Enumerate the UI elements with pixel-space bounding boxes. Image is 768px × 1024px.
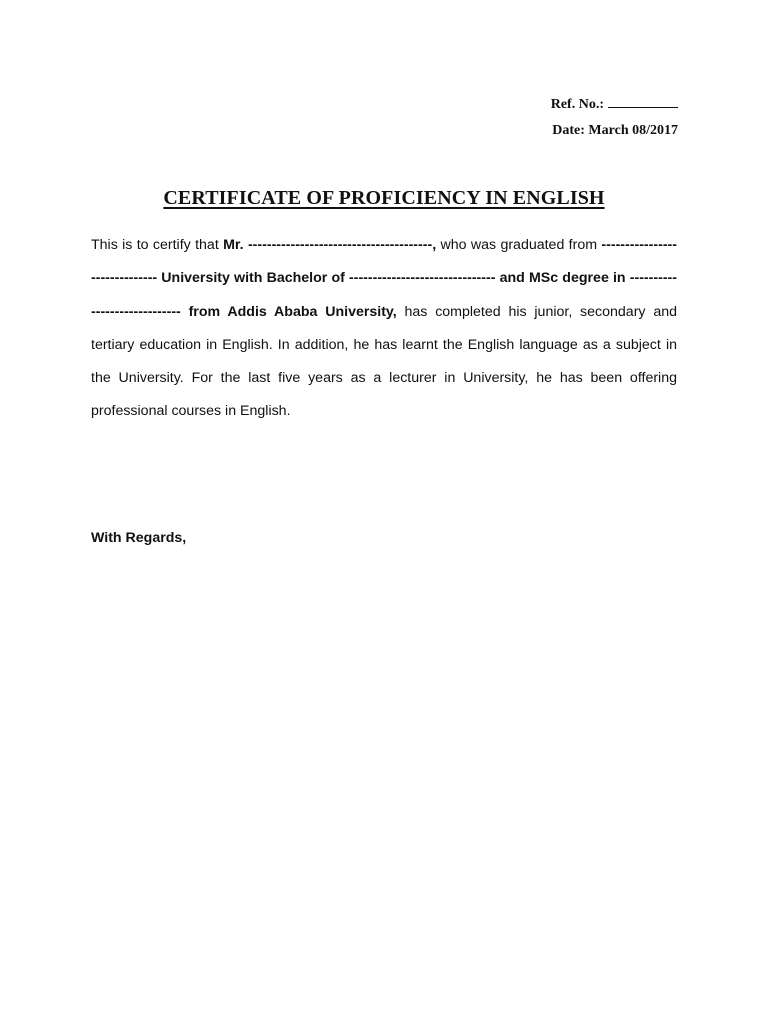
reference-block [551, 92, 678, 144]
body-who: who was graduated from [436, 237, 602, 253]
ref-number-label: Ref. No.: [550, 97, 604, 112]
certificate-title: CERTIFICATE OF PROFICIENCY IN ENGLISH [163, 187, 605, 209]
body-university: ------------------------------ University with Bachelor of ------------------------------- and MSc degree in ----------------------------- from Addis Ababa University, [91, 237, 677, 320]
certificate-body [91, 229, 677, 429]
ref-number-line [551, 92, 678, 118]
body-mr-blank: Mr. ---------------------------------------, [223, 237, 437, 253]
body-intro: This is to certify that [91, 237, 224, 253]
ref-number-blank [608, 95, 678, 108]
closing-regards: With Regards, [91, 530, 187, 546]
body-rest: has completed his junior, secondary and tertiary education in English. In addition, he has learnt the English language as a subject in the University. For the last five years as a lecturer in University, he has been offering professional courses in English. [91, 303, 677, 420]
date-line: Date: March 08/2017 [552, 123, 678, 138]
